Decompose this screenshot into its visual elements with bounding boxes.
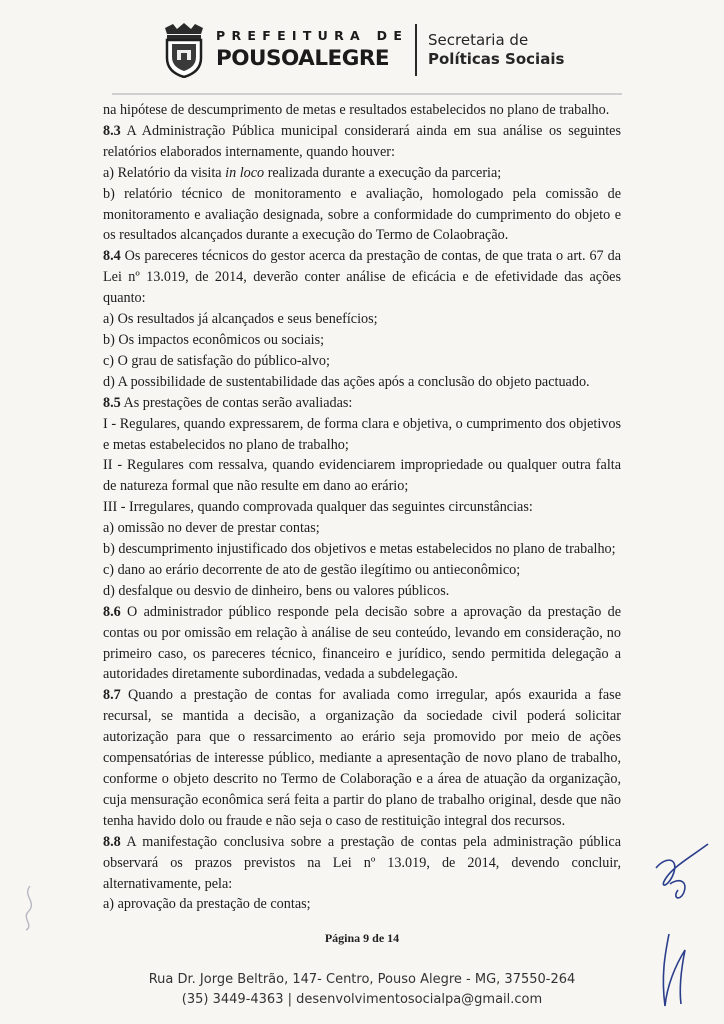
list-item: I - Regulares, quando expressarem, de forma clara e objetiva, o cumprimento dos objetivos e metas estabelecidos no plano de trabalho;	[103, 415, 621, 453]
header-rule	[112, 93, 622, 95]
page-number: Página 9 de 14	[324, 931, 400, 945]
list-item: b) relatório técnico de monitoramento e avaliação, homologado pela comissão de monitoramento e avaliação designada, sobre a conformidade do cumprimento do objeto e os resultados alcançados durante a execução do Termo de Colaobração.	[103, 185, 621, 244]
margin-initial-mark	[16, 882, 46, 932]
brand-main-text: POUSOALEGRE	[216, 46, 390, 71]
footer	[0, 970, 724, 1010]
footer-contact: (35) 3449-4363 | desenvolvimentosocialpa@gmail.com	[181, 992, 543, 1007]
clause-number: 8.3	[103, 122, 121, 139]
clause-8-3: 8.3 A Administração Pública municipal considerará ainda em sua análise os seguintes relatórios elaborados internamente, quando houver:	[103, 122, 621, 160]
list-item: c) O grau de satisfação do público-alvo;	[103, 352, 330, 369]
brand-wordmark	[216, 29, 408, 72]
list-item: b) descumprimento injustificado dos objetivos e metas estabelecidos no plano de trabalho;	[103, 541, 616, 558]
list-item: b) Os impactos econômicos ou sociais;	[103, 331, 325, 348]
clause-8-8: 8.8 A manifestação conclusiva sobre a prestação de contas pela administração pública observará os prazos previstos na Lei nº 13.019, de 2014, devendo concluir, alternativamente, pela:	[103, 833, 621, 892]
header-divider	[415, 24, 417, 76]
list-item: d) desfalque ou desvio de dinheiro, bens ou valores públicos.	[103, 582, 450, 599]
list-item: III - Irregulares, quando comprovada qualquer das seguintes circunstâncias:	[103, 499, 533, 516]
municipal-crest-icon	[161, 22, 207, 78]
handwritten-signature	[655, 930, 695, 1010]
department-line-1: Secretaria de	[428, 31, 529, 49]
list-item: c) dano ao erário decorrente de ato de gestão ilegítimo ou antieconômico;	[103, 561, 521, 578]
clause-number: 8.5	[103, 394, 121, 411]
document-body	[103, 100, 621, 915]
list-item: a) Os resultados já alcançados e seus benefícios;	[103, 311, 378, 328]
department-line-2: Políticas Sociais	[428, 50, 565, 68]
department-name	[428, 31, 564, 69]
list-item: II - Regulares com ressalva, quando evidenciarem impropriedade ou qualquer outra falta de natureza formal que não resulte em dano ao erário;	[103, 457, 621, 495]
letterhead	[0, 0, 724, 92]
brand-top-text: PREFEITURA DE	[216, 28, 409, 43]
handwritten-initials	[648, 838, 718, 908]
footer-address: Rua Dr. Jorge Beltrão, 147- Centro, Pouso Alegre - MG, 37550-264	[148, 972, 576, 987]
clause-8-4: 8.4 Os pareceres técnicos do gestor acerca da prestação de contas, de que trata o art. 67 da Lei nº 13.019, de 2014, deverão conter análise de eficácia e de efetividade das ações quanto:	[103, 248, 621, 307]
clause-number: 8.7	[103, 687, 121, 704]
paragraph: na hipótese de descumprimento de metas e resultados estabelecidos no plano de trabalho.	[103, 102, 610, 118]
clause-8-7: 8.7 Quando a prestação de contas for avaliada como irregular, após exaurida a fase recursal, se mantida a decisão, a organização da sociedade civil poderá solicitar autorização para que o ressarcimento ao erário seja promovido por meio de ações compensatórias de interesse público, mediante a apresentação de novo plano de trabalho, conforme o objeto descrito no Termo de Colaboração e a área de atuação da organização, cuja mensuração econômica será feita a partir do plano de trabalho original, desde que não tenha havido dolo ou fraude e não seja o caso de restituição integral dos recursos.	[103, 687, 621, 829]
clause-number: 8.4	[103, 248, 121, 265]
list-item: a) Relatório da visita in loco realizada durante a execução da parceria;	[103, 164, 502, 181]
clause-8-5: 8.5 As prestações de contas serão avaliadas:	[103, 394, 353, 411]
clause-number: 8.8	[103, 833, 121, 850]
clause-8-6: 8.6 O administrador público responde pela decisão sobre a aprovação da prestação de contas ou por omissão em relação à análise de seu conteúdo, levando em consideração, no primeiro caso, os pareceres técnico, financeiro e jurídico, sendo permitida delegação a autoridades diretamente subordinadas, vedada a subdelegação.	[103, 603, 621, 683]
list-item: a) aprovação da prestação de contas;	[103, 896, 311, 913]
list-item: a) omissão no dever de prestar contas;	[103, 520, 320, 537]
clause-number: 8.6	[103, 603, 121, 620]
list-item: d) A possibilidade de sustentabilidade das ações após a conclusão do objeto pactuado.	[103, 373, 590, 390]
